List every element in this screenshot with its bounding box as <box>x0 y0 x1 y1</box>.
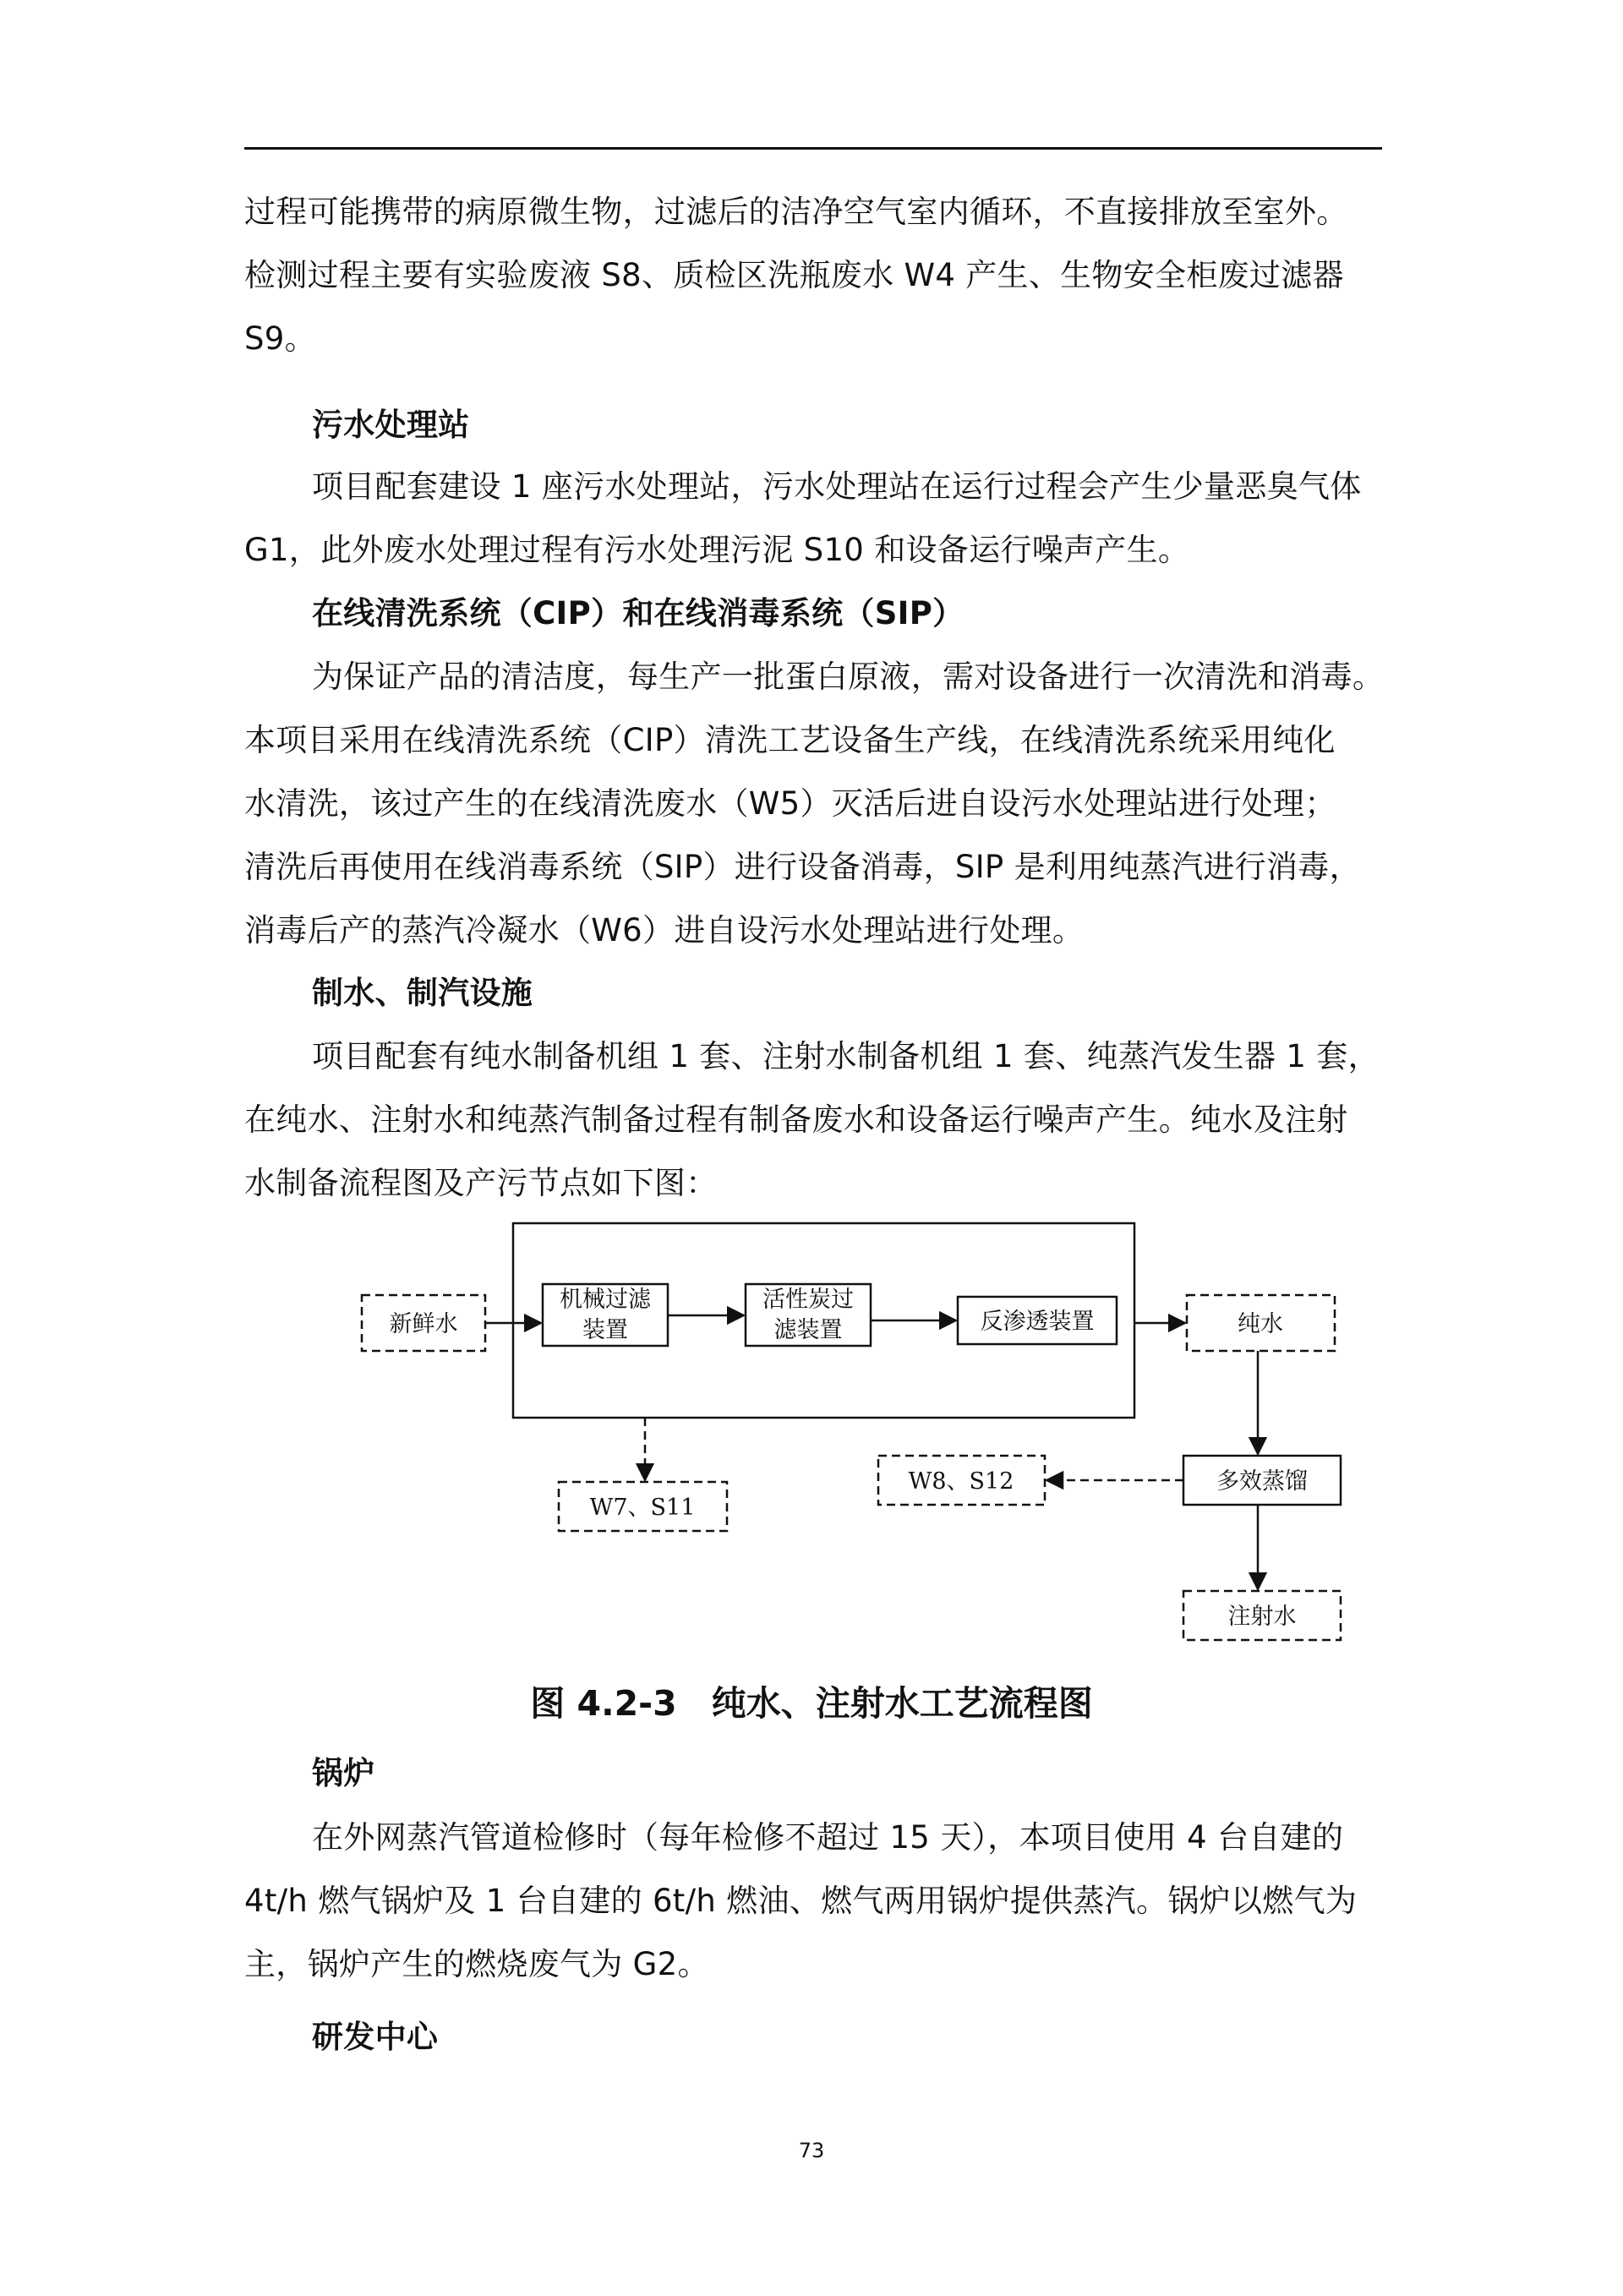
paragraph-boiler <box>244 1806 1382 1996</box>
pure-water-label: 纯水 <box>1238 1311 1283 1337</box>
waste-label-1: W7、S11 <box>589 1495 696 1521</box>
fresh-water-label: 新鲜水 <box>389 1311 458 1337</box>
text-line: 在纯水、注射水和纯蒸汽制备过程有制备废水和设备运行噪声产生。纯水及注射 <box>244 1102 1348 1138</box>
text-line: 水制备流程图及产污节点如下图： <box>244 1165 718 1201</box>
ro-label: 反渗透装置 <box>980 1309 1095 1335</box>
text-line: 主，锅炉产生的燃烧废气为 G2。 <box>244 1946 709 1982</box>
wfi-label: 注射水 <box>1227 1604 1297 1630</box>
mech-filter-label-1: 机械过滤 <box>560 1287 651 1313</box>
heading-sewage-station: 污水处理站 <box>312 407 470 443</box>
text-line: 清洗后再使用在线消毒系统（SIP）进行设备消毒，SIP 是利用纯蒸汽进行消毒， <box>244 849 1361 885</box>
text-line: 过程可能携带的病原微生物，过滤后的洁净空气室内循环，不直接排放至室外。 <box>244 194 1348 230</box>
text-line: 为保证产品的清洁度，每生产一批蛋白原液，需对设备进行一次清洗和消毒。 <box>312 659 1385 695</box>
carbon-filter-label-2: 滤装置 <box>773 1317 843 1343</box>
text-line: 消毒后产的蒸汽冷凝水（W6）进自设污水处理站进行处理。 <box>244 912 1085 948</box>
mech-filter-label-2: 装置 <box>582 1317 628 1343</box>
text-line: 水清洗，该过产生的在线清洗废水（W5）灭活后进自设污水处理站进行处理； <box>244 785 1336 822</box>
waste-label-2: W8、S12 <box>908 1468 1014 1495</box>
figure-caption: 图 4.2-3 纯水、注射水工艺流程图 <box>530 1683 1093 1724</box>
carbon-filter-label-1: 活性炭过 <box>762 1287 854 1313</box>
text-line: 本项目采用在线清洗系统（CIP）清洗工艺设备生产线，在线清洗系统采用纯化 <box>244 722 1336 758</box>
heading-boiler: 锅炉 <box>312 1755 375 1791</box>
text-line: 4t/h 燃气锅炉及 1 台自建的 6t/h 燃油、燃气两用锅炉提供蒸汽。锅炉以燃气为 <box>244 1883 1358 1919</box>
text-line: 项目配套建设 1 座污水处理站，污水处理站在运行过程会产生少量恶臭气体 <box>312 468 1362 505</box>
page-number: 73 <box>798 2139 825 2162</box>
distill-label: 多效蒸馏 <box>1216 1468 1308 1495</box>
heading-water-steam: 制水、制汽设施 <box>312 975 533 1011</box>
text-line: 检测过程主要有实验废液 S8、质检区洗瓶废水 W4 产生、生物安全柜废过滤器 <box>244 257 1344 293</box>
text-line: S9。 <box>244 320 316 357</box>
heading-cip-sip: 在线清洗系统（CIP）和在线消毒系统（SIP） <box>312 595 965 631</box>
text-line: G1，此外废水处理过程有污水处理污泥 S10 和设备运行噪声产生。 <box>244 532 1190 568</box>
text-line: 项目配套有纯水制备机组 1 套、注射水制备机组 1 套、纯蒸汽发生器 1 套， <box>312 1038 1380 1074</box>
text-line: 在外网蒸汽管道检修时（每年检修不超过 15 天），本项目使用 4 台自建的 <box>312 1819 1344 1856</box>
heading-rd-center: 研发中心 <box>312 2019 439 2055</box>
